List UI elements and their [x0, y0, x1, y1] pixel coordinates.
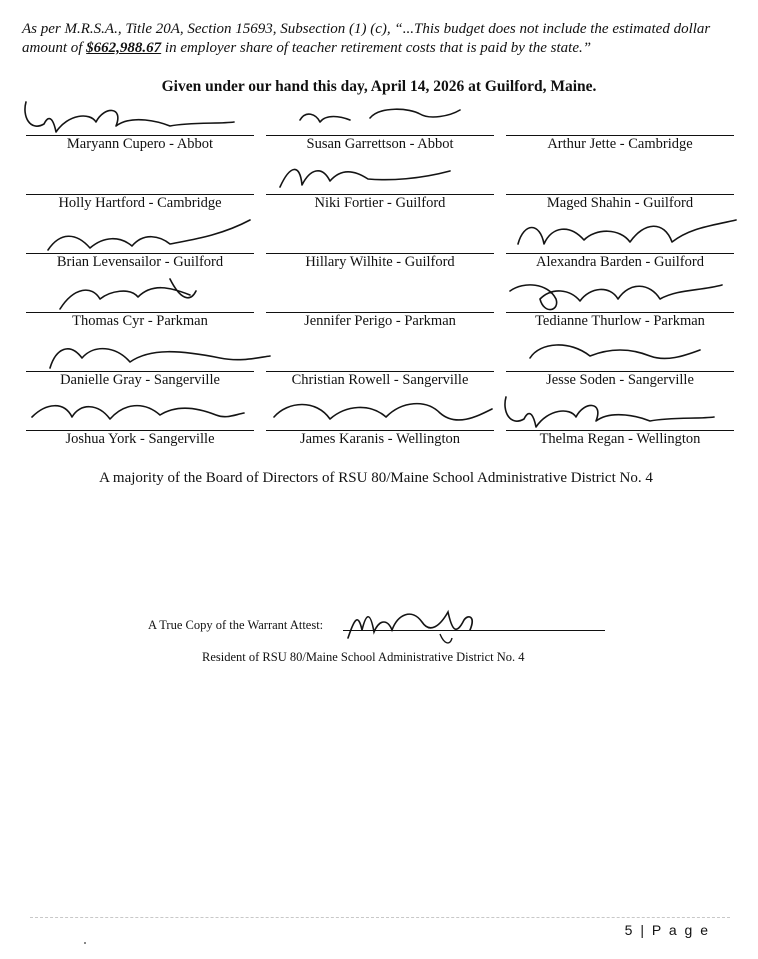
page-number: 5 | P a g e	[624, 922, 710, 938]
signatory-name: James Karanis - Wellington	[299, 431, 461, 447]
signatory-name: Jennifer Perigo - Parkman	[304, 313, 456, 329]
signature-stroke	[530, 345, 700, 359]
signature-block	[20, 98, 260, 157]
signatory-name: Hillary Wilhite - Guilford	[305, 254, 455, 270]
statute-note	[22, 20, 734, 58]
signatory-name: Brian Levensailor - Guilford	[56, 254, 224, 270]
signature-block	[500, 98, 740, 157]
attest-label: A True Copy of the Warrant Attest:	[148, 618, 324, 632]
statute-text-after: in employer share of teacher retirement costs that is paid by the state.”	[161, 40, 592, 56]
signature-stroke	[25, 102, 234, 132]
signatory-name: Maryann Cupero - Abbot	[66, 136, 214, 152]
signatory-name: Tedianne Thurlow - Parkman	[535, 313, 705, 329]
signature-block	[500, 393, 740, 452]
signature-stroke	[505, 397, 714, 427]
signature-stroke	[50, 349, 270, 368]
signature-block	[260, 334, 500, 393]
signatory-name: Jesse Soden - Sangerville	[546, 372, 694, 388]
attest-signature	[340, 600, 500, 650]
signatory-name: Maged Shahin - Guilford	[546, 195, 694, 211]
signatory-name: Joshua York - Sangerville	[65, 431, 215, 447]
signatory-name: Holly Hartford - Cambridge	[58, 195, 222, 211]
signature-stroke	[32, 406, 244, 419]
signatory-name: Thelma Regan - Wellington	[539, 431, 701, 447]
scan-mark	[84, 942, 86, 944]
signatory-name: Arthur Jette - Cambridge	[547, 136, 693, 152]
resident-line: Resident of RSU 80/Maine School Administrative District No. 4	[202, 650, 525, 664]
signature-block	[20, 157, 260, 216]
signature-block	[20, 393, 260, 452]
signatory-name: Susan Garrettson - Abbot	[306, 136, 454, 152]
signature-stroke	[510, 285, 722, 310]
signature-block	[500, 216, 740, 275]
signature-block	[260, 275, 500, 334]
signature-block	[260, 393, 500, 452]
signature-stroke	[48, 220, 250, 250]
signature-block	[500, 334, 740, 393]
attest-signature-line	[343, 630, 605, 631]
signature-stroke	[60, 279, 196, 309]
signature-grid	[20, 98, 740, 452]
footer-divider	[30, 917, 730, 918]
signatory-name: Alexandra Barden - Guilford	[536, 254, 704, 270]
signature-block	[260, 98, 500, 157]
signatory-name: Danielle Gray - Sangerville	[60, 372, 220, 388]
signature-stroke	[280, 169, 450, 187]
given-statement: Given under our hand this day, April 14, 2026 at Guilford, Maine.	[161, 78, 597, 95]
majority-statement: A majority of the Board of Directors of RSU 80/Maine School Administrative District No. 4	[99, 470, 653, 486]
signature-block	[20, 216, 260, 275]
signature-stroke	[274, 404, 492, 420]
signature-stroke	[300, 109, 460, 122]
signature-stroke	[518, 220, 736, 244]
signatory-name: Niki Fortier - Guilford	[314, 195, 446, 211]
signature-block	[500, 275, 740, 334]
signatory-name: Thomas Cyr - Parkman	[72, 313, 208, 329]
signature-block	[20, 334, 260, 393]
signature-block	[260, 216, 500, 275]
signatory-name: Christian Rowell - Sangerville	[291, 372, 469, 388]
signature-block	[20, 275, 260, 334]
statute-text-before: As per M.R.S.A., Title 20A, Section 15693, Subsection (1) (c), “...This budget does not include the estimated dollar amount of	[22, 21, 711, 56]
retirement-amount: $662,988.67	[86, 40, 162, 56]
signature-block	[260, 157, 500, 216]
signature-block	[500, 157, 740, 216]
